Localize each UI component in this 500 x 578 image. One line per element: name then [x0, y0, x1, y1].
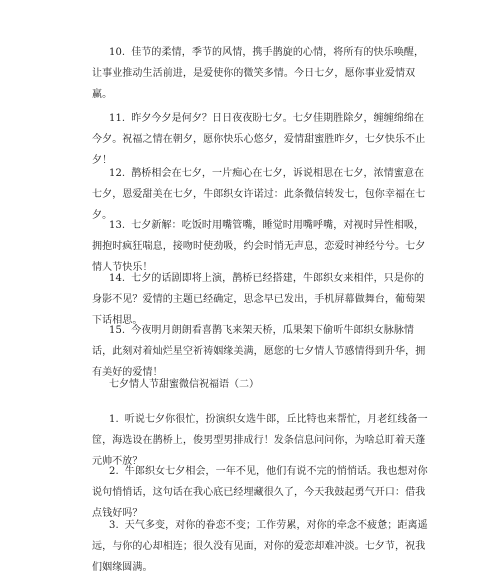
paragraph-number: 15.: [109, 325, 126, 336]
paragraph-number: 14.: [109, 273, 126, 284]
paragraph-text: 佳节的柔情，季节的风情，携手鹊旋的心情，将所有的快乐唤醒，让事业推动生活前进，是爱使你的微笑多情。今日七夕，愿你事业爱情双赢。: [92, 47, 425, 100]
paragraph-11: [92, 108, 432, 171]
paragraph-text: 今夜明月朗朗看喜鹊飞来架天桥，瓜果架下偷听牛郎织女脉脉情话，此刻对着灿烂星空祈祷姻缘美满，愿您的七夕情人节感情得到升华，拥有美好的爱情！: [92, 325, 426, 378]
paragraph-number: 13.: [109, 220, 126, 231]
paragraph-text: 听说七夕你很忙，扮演织女选牛郎，丘比特也来帮忙，月老红线备一筐，海选设在鹊桥上，俊男型男排成行！发条信息问问你，为啥总盯着天蓬元帅不放？: [92, 414, 428, 467]
paragraph-15: [92, 320, 432, 383]
paragraph-text: 天气多变，对你的眷恋不变；工作劳累，对你的牵念不疲惫；距离遥远，与你的心却相连；很久没有见面，对你的爱恋却难冲淡。七夕节，祝我们姻缘圆满。: [92, 520, 428, 573]
paragraph-text: 七夕的话剧即将上演，鹊桥已经搭建，牛郎织女来相伴，只是你的身影不见？爱情的主题已经确定，思念早已发出，手机屏幕做舞台，葡萄架下话相思。: [92, 273, 426, 326]
paragraph-text: 七夕新解：吃饭时用嘴管嘴，睡觉时用嘴呼嘴，对视时异性相吸，拥抱时疯狂喘息，接吻时使劲吸，约会时悄无声息，恋爱时神经兮兮。七夕情人节快乐！: [92, 220, 426, 273]
paragraph-number: 2.: [109, 466, 119, 477]
paragraph-number: 3.: [109, 520, 119, 531]
paragraph-10: [92, 42, 432, 105]
paragraph-number: 12.: [109, 168, 126, 179]
paragraph-text: 牛郎织女七夕相会，一年不见，他们有说不完的悄悄话。我也想对你说句悄悄话，这句话在我心底已经埋藏很久了，今天我鼓起勇气开口：借我点钱好吗？: [92, 466, 428, 519]
paragraph-b3: [92, 515, 432, 578]
paragraph-number: 10.: [109, 47, 126, 58]
paragraph-text: 昨夕今夕是何夕？日日夜夜盼七夕。七夕佳期胜除夕，缠缠绵绵在今夕。祝福之情在朝夕，愿你快乐心悠夕，爱情甜蜜胜昨夕，七夕快乐不止夕！: [92, 113, 426, 166]
section-heading: 七夕情人节甜蜜微信祝福语（二）: [109, 379, 259, 390]
paragraph-number: 11.: [109, 113, 126, 124]
paragraph-number: 1.: [109, 414, 119, 425]
paragraph-text: 鹊桥相会在七夕，一片痴心在七夕，诉说相思在七夕，浓情蜜意在七夕，恩爱甜美在七夕，牛郎织女许诺过：此条微信转发七，包你幸福在七夕。: [92, 168, 426, 221]
